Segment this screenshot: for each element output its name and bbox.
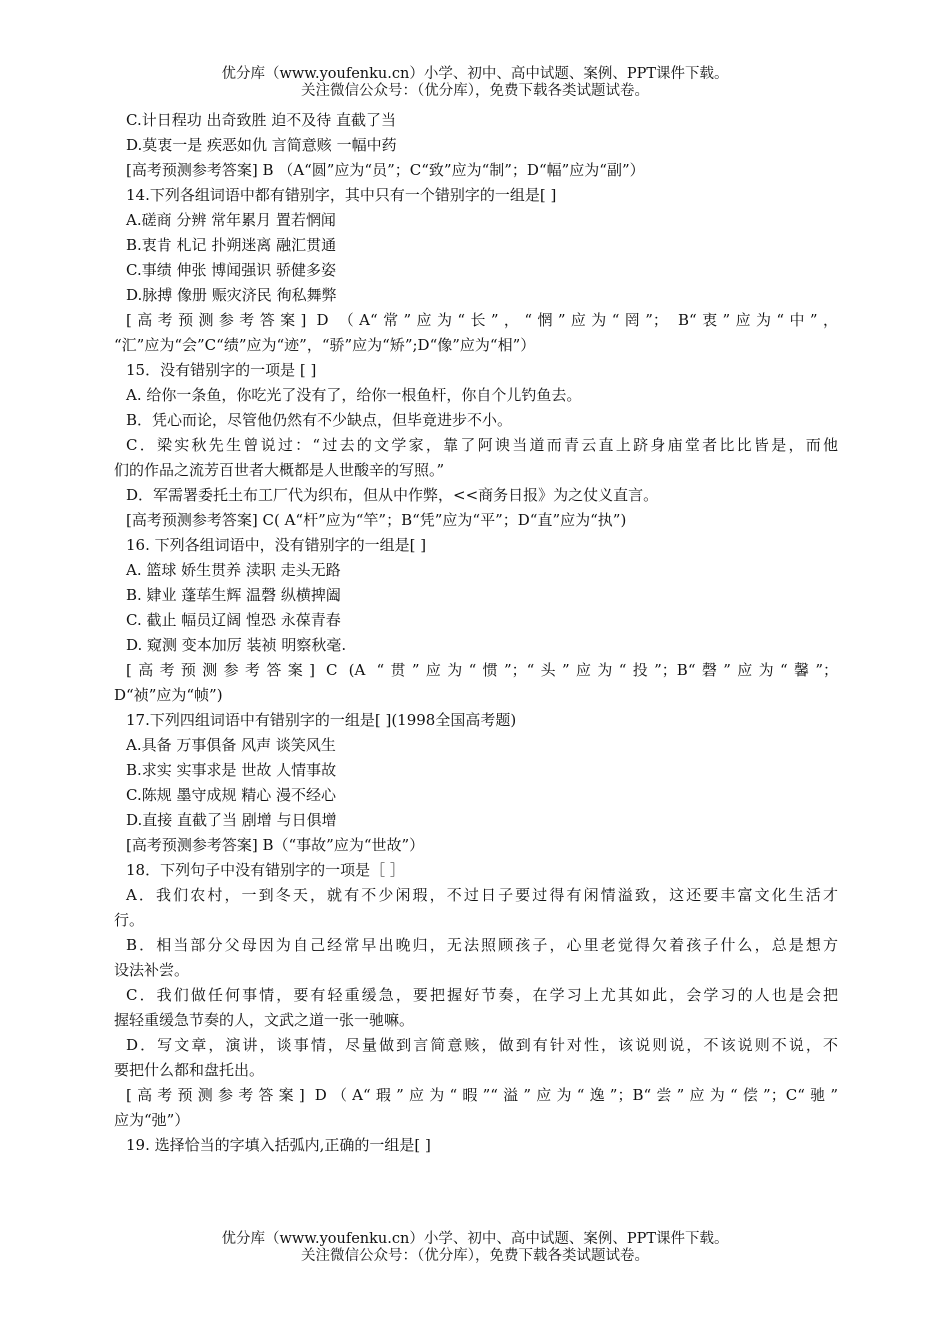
option-line: A.磋商 分辨 常年累月 置若惘闻 [126, 211, 336, 229]
option-line: A.具备 万事俱备 风声 谈笑风生 [126, 736, 336, 754]
option-line: B.衷肯 札记 扑朔迷离 融汇贯通 [126, 236, 337, 254]
option-line: B.求实 实事求是 世故 人情事故 [126, 761, 337, 779]
option-line: 要把什么都和盘托出。 [114, 1061, 265, 1079]
answer-line: 应为“弛”） [114, 1111, 190, 1129]
option-line: C．我们做任何事情，要有轻重缓急，要把握好节奏，在学习上尤其如此，会学习的人也是会把 [126, 986, 838, 1004]
option-line: 握轻重缓急节奏的人，文武之道一张一驰嘛。 [114, 1011, 415, 1029]
option-line: D.脉搏 像册 赈灾济民 徇私舞弊 [126, 286, 337, 304]
text-line: C.计日程功 出奇致胜 迫不及待 直截了当 [126, 111, 397, 129]
option-line: C. 截止 幅员辽阔 惶恐 永葆青春 [126, 611, 341, 629]
option-line: C．梁实秋先生曾说过：“过去的文学家，靠了阿谀当道而青云直上跻身庙堂者比比皆是，而他 [126, 436, 838, 454]
option-line: B. 肄业 蓬荜生辉 温磬 纵横捭阖 [126, 586, 341, 604]
answer-line: [高考预测参考答案] C (A “贯”应为“惯”；“头”应为“投”；B“磬”应为“馨”； [126, 661, 838, 679]
answer-line: [高考预测参考答案] B（“事故”应为“世故”） [126, 836, 425, 854]
question-line: 16. 下列各组词语中，没有错别字的一组是[ ] [126, 536, 427, 554]
header-line-1: 优分库（www.youfenku.cn）小学、初中、高中试题、案例、PPT课件下载。 [221, 66, 729, 82]
footer-line-2: 关注微信公众号：（优分库），免费下载各类试题试卷。 [301, 1248, 649, 1264]
answer-line: “汇”应为“会”C“绩”应为“迹”，“骄”应为“矫”;D“像”应为“相”） [114, 336, 536, 354]
option-line: 设法补尝。 [114, 961, 190, 979]
text-line: D.莫衷一是 疾恶如仇 言简意赅 一幅中药 [126, 136, 397, 154]
document-body [114, 108, 838, 1158]
answer-line: D“祯”应为“帧”) [114, 686, 223, 704]
question-line: 18．下列句子中没有错别字的一项是［ ］ [126, 861, 405, 879]
option-line: D．军需署委托土布工厂代为织布，但从中作弊，<<商务日报》为之仗义直言。 [126, 486, 659, 504]
option-line: B．凭心而论，尽管他仍然有不少缺点，但毕竟进步不小。 [126, 411, 513, 429]
question-line: 15．没有错别字的一项是 [ ] [126, 361, 317, 379]
option-line: D．写文章，演讲，谈事情，尽量做到言简意赅，做到有针对性，该说则说，不该说则不说，不 [126, 1036, 838, 1054]
footer-line-1: 优分库（www.youfenku.cn）小学、初中、高中试题、案例、PPT课件下载。 [221, 1231, 729, 1247]
option-line: 行。 [114, 911, 145, 929]
answer-line: [高考预测参考答案] C( A“杆”应为“竿”；B“凭”应为“平”；D“直”应为“执”) [126, 511, 627, 529]
option-line: D.直接 直截了当 剧增 与日俱增 [126, 811, 337, 829]
option-line: A. 给你一条鱼，你吃光了没有了，给你一根鱼杆，你自个儿钓鱼去。 [126, 386, 582, 404]
option-line: D. 窥测 变本加厉 装祯 明察秋毫. [126, 636, 347, 654]
page-header [0, 66, 950, 100]
option-line: A．我们农村，一到冬天，就有不少闲瑕，不过日子要过得有闲情溢致，这还要丰富文化生活才 [126, 886, 838, 904]
option-line: B．相当部分父母因为自己经常早出晚归，无法照顾孩子，心里老觉得欠着孩子什么，总是想方 [126, 936, 838, 954]
page-footer [0, 1231, 950, 1265]
question-line: 19. 选择恰当的字填入括弧内,正确的一组是[ ] [126, 1136, 431, 1154]
header-line-2: 关注微信公众号：（优分库），免费下载各类试题试卷。 [301, 83, 649, 99]
question-line: 17.下列四组词语中有错别字的一组是[ ](1998全国高考题) [126, 711, 517, 729]
answer-line: [高考预测参考答案] D（A“瑕”应为“暇”“溢”应为“逸”；B“尝”应为“偿”；C“驰” [126, 1086, 838, 1104]
question-line: 14.下列各组词语中都有错别字，其中只有一个错别字的一组是[ ] [126, 186, 557, 204]
answer-line: [高考预测参考答案] D （A“常”应为“长”，“惘”应为“罔”； B“衷”应为“中”， [126, 311, 838, 329]
option-line: C.陈规 墨守成规 精心 漫不经心 [126, 786, 337, 804]
option-line: 们的作品之流芳百世者大概都是人世酸辛的写照。” [114, 461, 445, 479]
answer-line: [高考预测参考答案] B （A“圆”应为“员”；C“致”应为“制”；D“幅”应为“副”） [126, 161, 645, 179]
option-line: C.事绩 伸张 博闻强识 骄健多姿 [126, 261, 337, 279]
option-line: A. 篮球 娇生贯养 渎职 走头无路 [126, 561, 341, 579]
